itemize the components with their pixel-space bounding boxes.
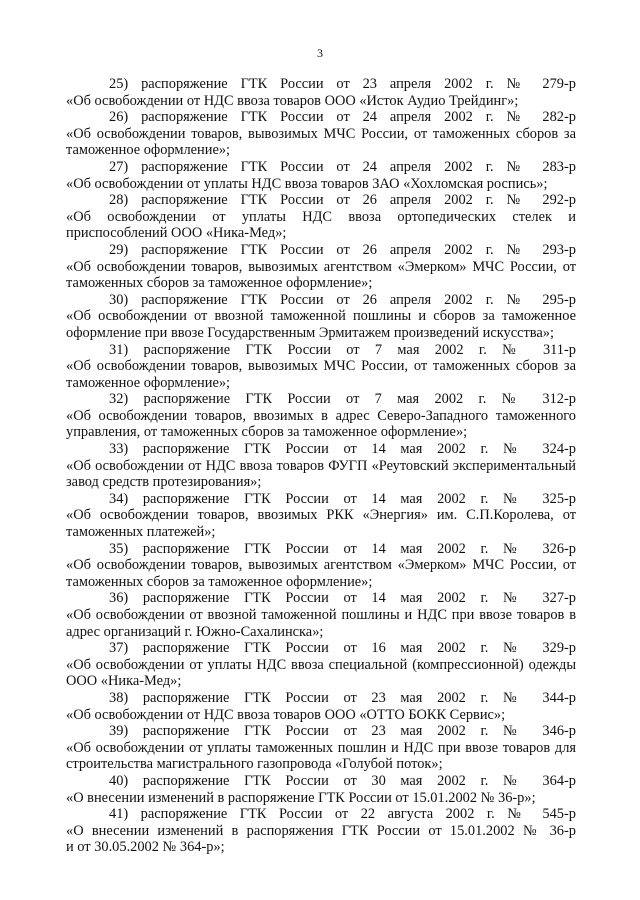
list-item [66,541,576,591]
item-heading-line: 36) распоряжение ГТК России от 14 мая 2002 г. № 327-р [109,590,576,607]
item-text-line: «Об освобождении товаров, вывозимых агентством «Эмерком» МЧС России, от [66,258,576,275]
document-body [66,76,576,856]
list-item [66,491,576,541]
item-text-line: таможенных платежей»; [66,524,216,541]
item-text-line: «Об освобождении от уплаты НДС ввоза ортопедических стелек и [66,208,576,225]
list-item [66,806,576,856]
item-heading-line: 31) распоряжение ГТК России от 7 мая 2002 г. № 311-р [109,341,576,358]
item-heading-line: 27) распоряжение ГТК России от 24 апреля 2002 г. № 283-р [109,158,576,175]
item-text-line: «Об освобождении от ввозной таможенной пошлины и сборов за таможенное [66,308,576,325]
list-item [66,292,576,342]
item-text-line: «Об освобождении товаров, ввозимых в адрес Северо-Западного таможенного [66,407,576,424]
list-item [66,773,576,806]
item-text-line: «Об освобождении от уплаты таможенных пошлин и НДС при ввозе товаров для [66,739,576,756]
item-heading-line: 40) распоряжение ГТК России от 30 мая 2002 г. № 364-р [109,772,576,789]
item-heading-line: 35) распоряжение ГТК России от 14 мая 2002 г. № 326-р [109,540,576,557]
item-text-line: завод средств протезирования»; [66,474,262,491]
list-item [66,441,576,491]
item-text-line: «Об освобождении товаров, вывозимых агентством «Эмерком» МЧС России, от [66,557,576,574]
item-text-line: и от 30.05.2002 № 364-р»; [66,839,225,856]
item-text-line: таможенных сборов за таможенное оформление»; [66,275,373,292]
list-item [66,342,576,392]
item-text-line: «Об освобождении от уплаты НДС ввоза специальной (компрессионной) одежды [66,656,576,673]
list-item [66,391,576,441]
item-text-line: «Об освобождении от НДС ввоза товаров ООО «Исток Аудио Трейдинг»; [66,92,519,109]
list-item [66,690,576,723]
item-heading-line: 29) распоряжение ГТК России от 26 апреля 2002 г. № 293-р [109,241,576,258]
item-text-line: «Об освобождении товаров, ввозимых РКК «Энергия» им. С.П.Королева, от [66,507,576,524]
item-heading-line: 25) распоряжение ГТК России от 23 апреля 2002 г. № 279-р [109,76,576,92]
item-heading-line: 39) распоряжение ГТК России от 23 мая 2002 г. № 346-р [109,723,576,740]
item-text-line: оформление при ввозе Государственным Эрмитажем произведений искусства»; [66,324,554,341]
item-heading-line: 38) распоряжение ГТК России от 23 мая 2002 г. № 344-р [109,689,576,706]
list-item [66,640,576,690]
page-number: 3 [317,46,323,60]
item-heading-line: 28) распоряжение ГТК России от 26 апреля 2002 г. № 292-р [109,192,576,209]
item-heading-line: 30) распоряжение ГТК России от 26 апреля 2002 г. № 295-р [109,291,576,308]
item-text-line: управления, от таможенных сборов за таможенное оформление»; [66,424,468,441]
list-item [66,159,576,192]
item-text-line: «Об освобождении от уплаты НДС ввоза товаров ЗАО «Хохломская роспись»; [66,175,548,192]
item-heading-line: 26) распоряжение ГТК России от 24 апреля 2002 г. № 282-р [109,109,576,126]
item-heading-line: 33) распоряжение ГТК России от 14 мая 2002 г. № 324-р [109,441,576,458]
item-text-line: таможенных сборов за таможенное оформление»; [66,573,373,590]
item-heading-line: 41) распоряжение ГТК России от 22 августа 2002 г. № 545-р [109,806,576,823]
item-heading-line: 34) распоряжение ГТК России от 14 мая 2002 г. № 325-р [109,490,576,507]
item-text-line: строительства магистрального газопровода «Голубой поток»; [66,756,443,773]
item-text-line: «О внесении изменений в распоряжения ГТК России от 15.01.2002 № 36-р [66,822,576,839]
item-text-line: ООО «Ника-Мед»; [66,673,182,690]
list-item [66,109,576,159]
item-text-line: адрес организаций г. Южно-Сахалинска»; [66,623,324,640]
item-text-line: «Об освобождении товаров, вывозимых МЧС России, от таможенных сборов за [66,125,576,142]
item-text-line: «Об освобождении от НДС ввоза товаров ФУГП «Реутовский экспериментальный [66,457,576,474]
item-text-line: таможенное оформление»; [66,374,231,391]
item-text-line: «Об освобождении товаров, вывозимых МЧС России, от таможенных сборов за [66,358,576,375]
list-item [66,192,576,242]
list-item [66,723,576,773]
item-text-line: приспособлений ООО «Ника-Мед»; [66,225,287,242]
item-text-line: «О внесении изменений в распоряжение ГТК России от 15.01.2002 № 36-р»; [66,789,536,806]
item-text-line: «Об освобождении от ввозной таможенной пошлины и НДС при ввозе товаров в [66,607,576,623]
item-heading-line: 37) распоряжение ГТК России от 16 мая 2002 г. № 329-р [109,640,576,657]
item-text-line: таможенное оформление»; [66,142,231,159]
list-item [66,590,576,640]
item-heading-line: 32) распоряжение ГТК России от 7 мая 2002 г. № 312-р [109,391,576,408]
item-text-line: «Об освобождении от НДС ввоза товаров ООО «ОТТО БОКК Сервис»; [66,706,506,723]
list-item [66,76,576,109]
list-item [66,242,576,292]
